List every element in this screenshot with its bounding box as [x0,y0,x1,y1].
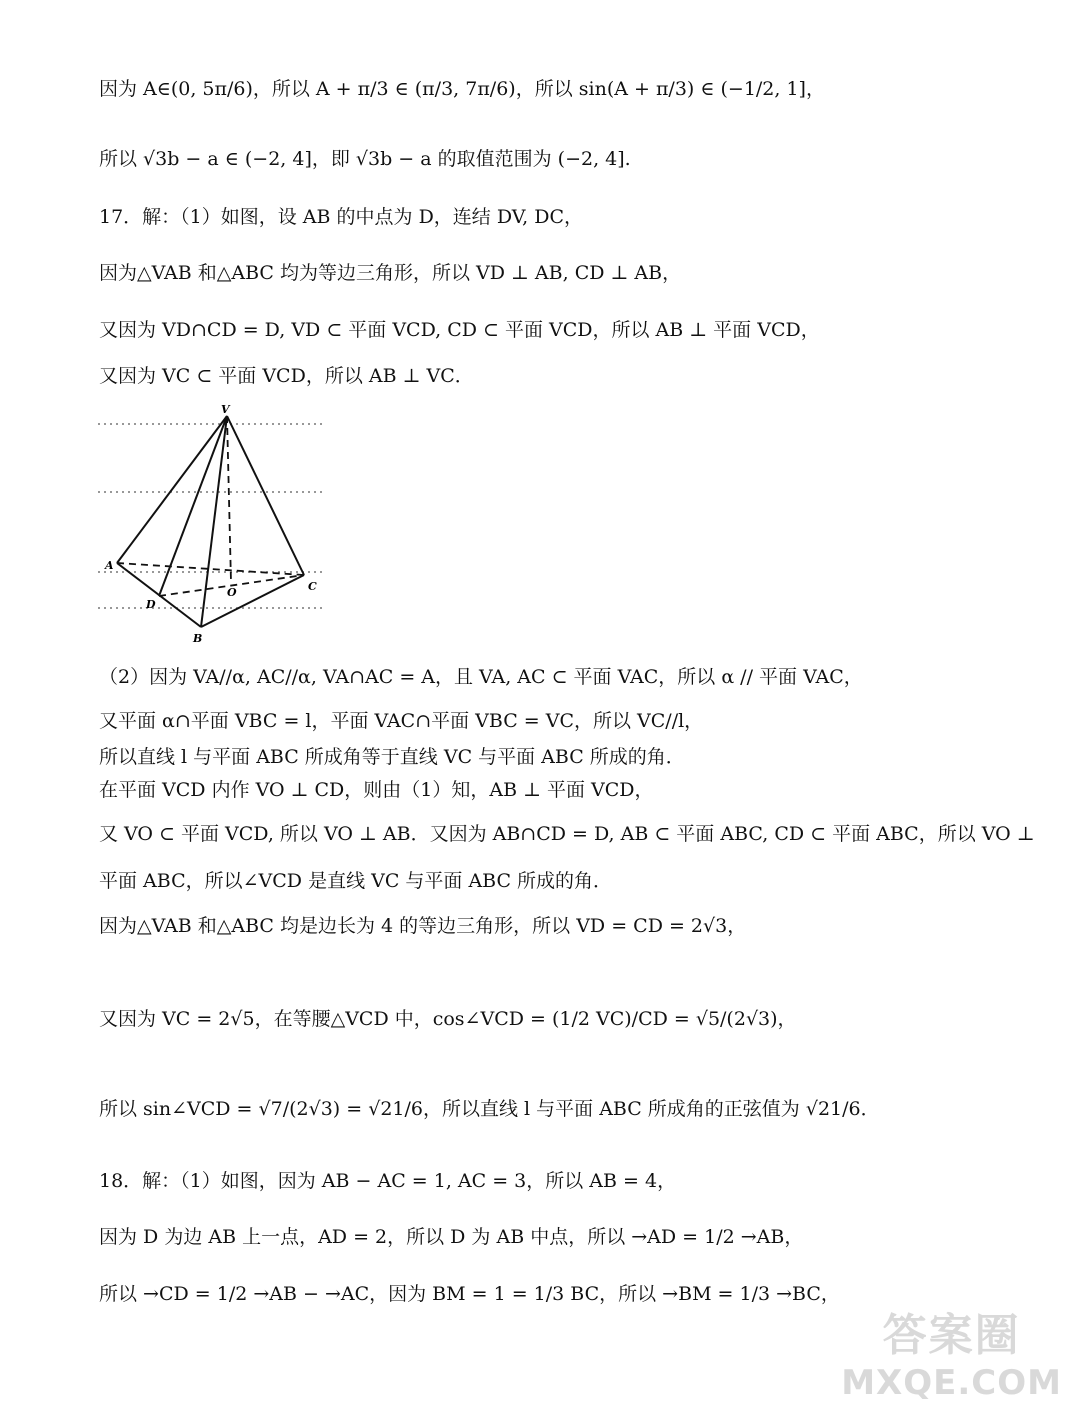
line-3: 17．解：（1）如图，设 AB 的中点为 D，连结 DV, DC， [99,206,583,228]
watermark-bottom: MXQE.COM [841,1363,1062,1403]
line-6: 又因为 VC ⊂ 平面 VCD，所以 AB ⊥ VC． [99,365,474,387]
line-15: 所以 sin∠VCD = √7/(2√3) = √21/6，所以直线 l 与平面 ABC 所成角的正弦值为 √21/6． [99,1098,880,1120]
line-8: 又平面 α∩平面 VBC = l，平面 VAC∩平面 VBC = VC，所以 VC//l， [99,710,704,732]
line-9: 所以直线 l 与平面 ABC 所成角等于直线 VC 与平面 ABC 所成的角． [99,746,685,768]
edge-BC [201,575,304,627]
vertex-label-B: B [193,632,203,645]
line-13: 因为△VAB 和△ABC 均是边长为 4 的等边三角形，所以 VD = CD = 2√3， [99,915,747,937]
vertex-label-A: A [105,559,114,572]
line-4: 因为△VAB 和△ABC 均为等边三角形，所以 VD ⊥ AB, CD ⊥ AB， [99,262,682,284]
vertex-label-O: O [227,586,237,599]
watermark [841,1299,1062,1403]
line-12: 平面 ABC，所以∠VCD 是直线 VC 与平面 ABC 所成的角． [99,870,613,892]
watermark-top: 答案圈 [882,1310,1021,1361]
line-18: 所以 →CD = 1/2 →AB − →AC，因为 BM = 1 = 1/3 BC，所以 →BM = 1/3 →BC， [99,1283,840,1305]
vertex-label-D: D [146,598,156,611]
vertex-label-C: C [308,580,317,593]
line-16: 18．解：（1）如图，因为 AB − AC = 1, AC = 3，所以 AB = 4， [99,1170,677,1192]
line-1: 因为 A∈(0, 5π/6)，所以 A + π/3 ∈ (π/3, 7π/6)，所以 sin(A + π/3) ∈ (−1/2, 1]， [99,78,825,100]
line-2: 所以 √3b − a ∈ (−2, 4]，即 √3b − a 的取值范围为 (−2, 4]. [99,148,631,170]
edge-AC-hidden [117,563,304,575]
line-5: 又因为 VD∩CD = D, VD ⊂ 平面 VCD, CD ⊂ 平面 VCD，所以 AB ⊥ 平面 VCD， [99,319,820,341]
vertex-label-V: V [221,403,230,416]
edge-VO-hidden [227,416,231,582]
line-17: 因为 D 为边 AB 上一点，AD = 2，所以 D 为 AB 中点，所以 →AD = 1/2 →AB， [99,1226,804,1248]
line-7: （2）因为 VA//α, AC//α, VA∩AC = A，且 VA, AC ⊂ 平面 VAC，所以 α // 平面 VAC， [99,666,863,688]
line-11: 又 VO ⊂ 平面 VCD, 所以 VO ⊥ AB．又因为 AB∩CD = D, AB ⊂ 平面 ABC, CD ⊂ 平面 ABC，所以 VO ⊥ [99,823,1035,845]
pyramid-figure [95,400,330,650]
edge-VA [117,416,227,563]
edge-VC [227,416,304,575]
line-14: 又因为 VC = 2√5，在等腰△VCD 中，cos∠VCD = (1/2 VC)/CD = √5/(2√3)， [99,1008,797,1030]
line-10: 在平面 VCD 内作 VO ⊥ CD，则由（1）知，AB ⊥ 平面 VCD， [99,779,654,801]
